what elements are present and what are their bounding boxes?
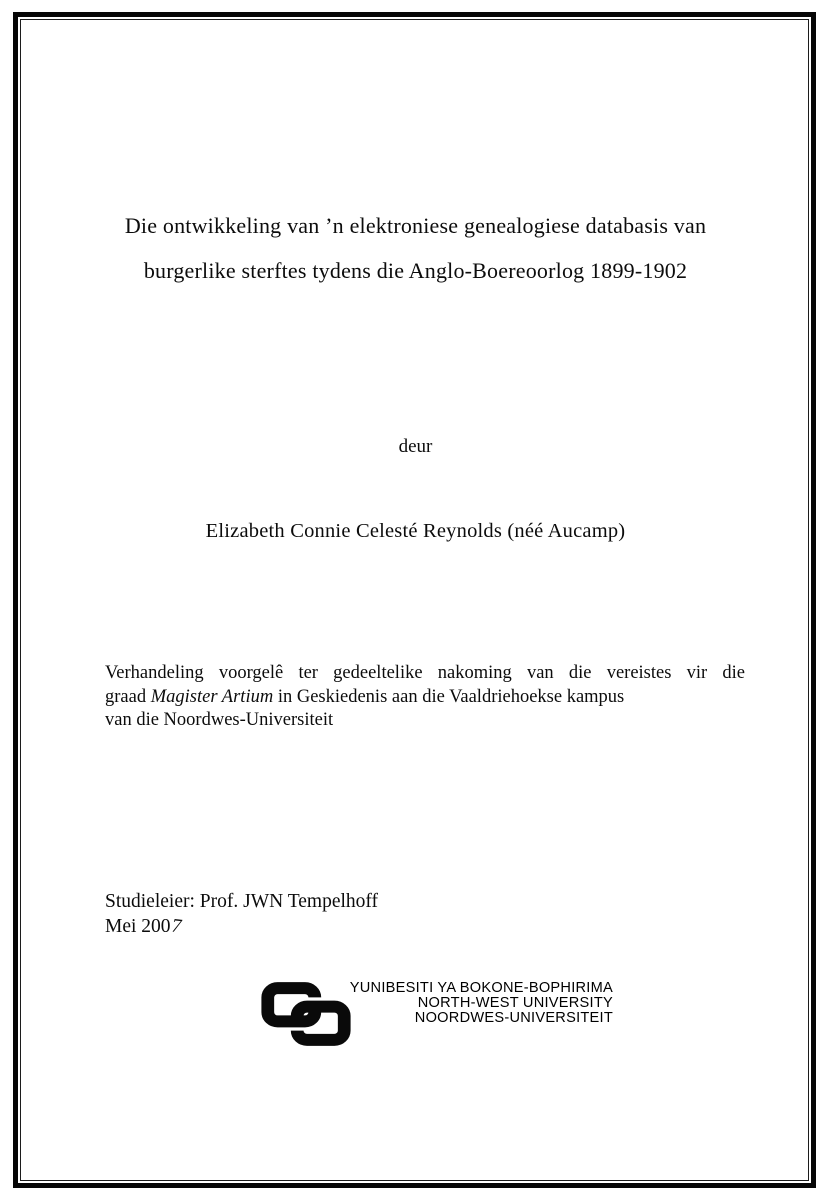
university-logo [257, 978, 613, 1050]
statement-degree-italic: Magister Artium [150, 686, 274, 707]
thesis-title-line2: burgerlike sterftes tydens die Anglo-Boereoorlog 1899-1902 [143, 258, 688, 283]
date-line [105, 914, 378, 939]
logo-line-setswana: YUNIBESITI YA BOKONE-BOPHIRIMA [349, 980, 613, 996]
date-last-digit: 7 [168, 915, 184, 938]
author-name: Elizabeth Connie Celesté Reynolds (néé Aucamp) [205, 520, 626, 542]
thesis-title-line1: Die ontwikkeling van ’n elektroniese genealogiese databasis van [124, 213, 707, 238]
thesis-title [60, 203, 771, 293]
supervisor-line: Studieleier: Prof. JWN Tempelhoff [105, 891, 379, 912]
statement-line1: Verhandeling voorgelê ter gedeeltelike nakoming van die vereistes vir die [105, 663, 745, 683]
logo-line-english: NORTH-WEST UNIVERSITY [417, 994, 613, 1011]
date-prefix: Mei 200 [105, 916, 171, 937]
university-logo-text [323, 981, 613, 1025]
supervisor-block [105, 889, 378, 939]
thesis-statement [105, 662, 745, 733]
statement-line2-post: in Geskiedenis aan die Vaaldriehoekse kampus [273, 686, 625, 707]
statement-line2-pre: graad [105, 686, 151, 707]
statement-line2 [105, 686, 745, 710]
byline: deur [398, 436, 433, 457]
statement-line3: van die Noordwes-Universiteit [105, 710, 334, 730]
logo-line-afrikaans: NOORDWES-UNIVERSITEIT [414, 1009, 613, 1026]
